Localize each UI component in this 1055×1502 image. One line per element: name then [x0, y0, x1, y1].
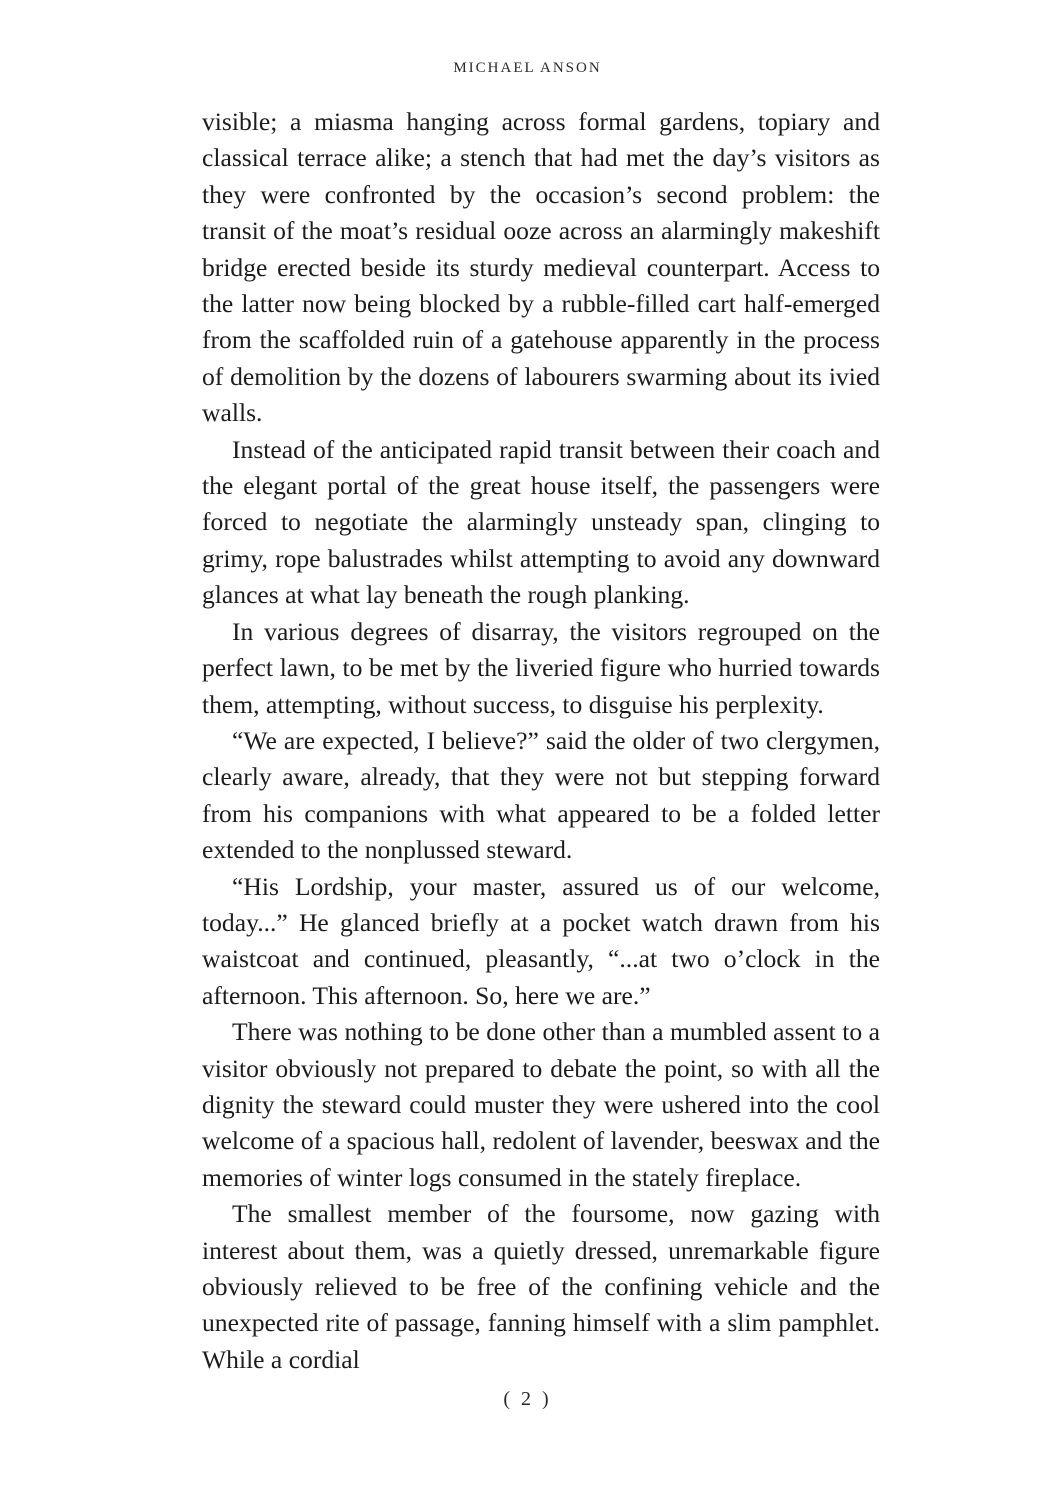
paragraph-7: The smallest member of the foursome, now gazing with interest about them, was a quietly dressed, unremarkable figure obviously relieved to be free of the confining vehicle and the unexpected rite of passage, fanning himself with a slim pamphlet. While a cordial — [202, 1199, 880, 1374]
paragraph-6: There was nothing to be done other than a mumbled assent to a visitor obviously not prepared to debate the point, so with all the dignity the steward could muster they were ushered into the cool welcome of a spacious hall, redolent of lavender, beeswax and the memories of winter logs consumed in the stately fireplace. — [202, 1017, 880, 1192]
running-head-author: MICHAEL ANSON — [453, 60, 602, 76]
paragraph-3: In various degrees of disarray, the visitors regrouped on the perfect lawn, to be met by the liveried figure who hurried towards them, attempting, without success, to disguise his perplexity. — [202, 616, 880, 719]
paragraph-4: “We are expected, I believe?” said the older of two clergymen, clearly aware, already, that they were not but stepping forward from his companions with what appeared to be a folded letter extended to the nonplussed steward. — [202, 725, 880, 865]
body-text — [202, 104, 880, 1378]
paragraph-5: “His Lordship, your master, assured us of our welcome, today...” He glanced briefly at a pocket watch drawn from his waistcoat and continued, pleasantly, “...at two o’clock in the afternoon. This afternoon. So, here we are.” — [202, 871, 880, 1010]
paragraph-2: Instead of the anticipated rapid transit between their coach and the elegant portal of the great house itself, the passengers were forced to negotiate the alarmingly unsteady span, clinging to grimy, rope balustrades whilst attempting to avoid any downward glances at what lay beneath the rough planking. — [202, 434, 880, 610]
paragraph-1: visible; a miasma hanging across formal gardens, topiary and classical terrace alike; a stench that had met the day’s visitors as they were confronted by the occasion’s second problem: the transit of the moat’s residual ooze across an alarmingly makeshift bridge erected beside its sturdy medieval counterpart. Access to the latter now being blocked by a rubble-filled cart half-emerged from the scaffolded ruin of a gatehouse apparently in the process of demolition by the dozens of labourers swarming about its ivied walls. — [202, 107, 880, 428]
page-number: ( 2 ) — [503, 1388, 552, 1410]
